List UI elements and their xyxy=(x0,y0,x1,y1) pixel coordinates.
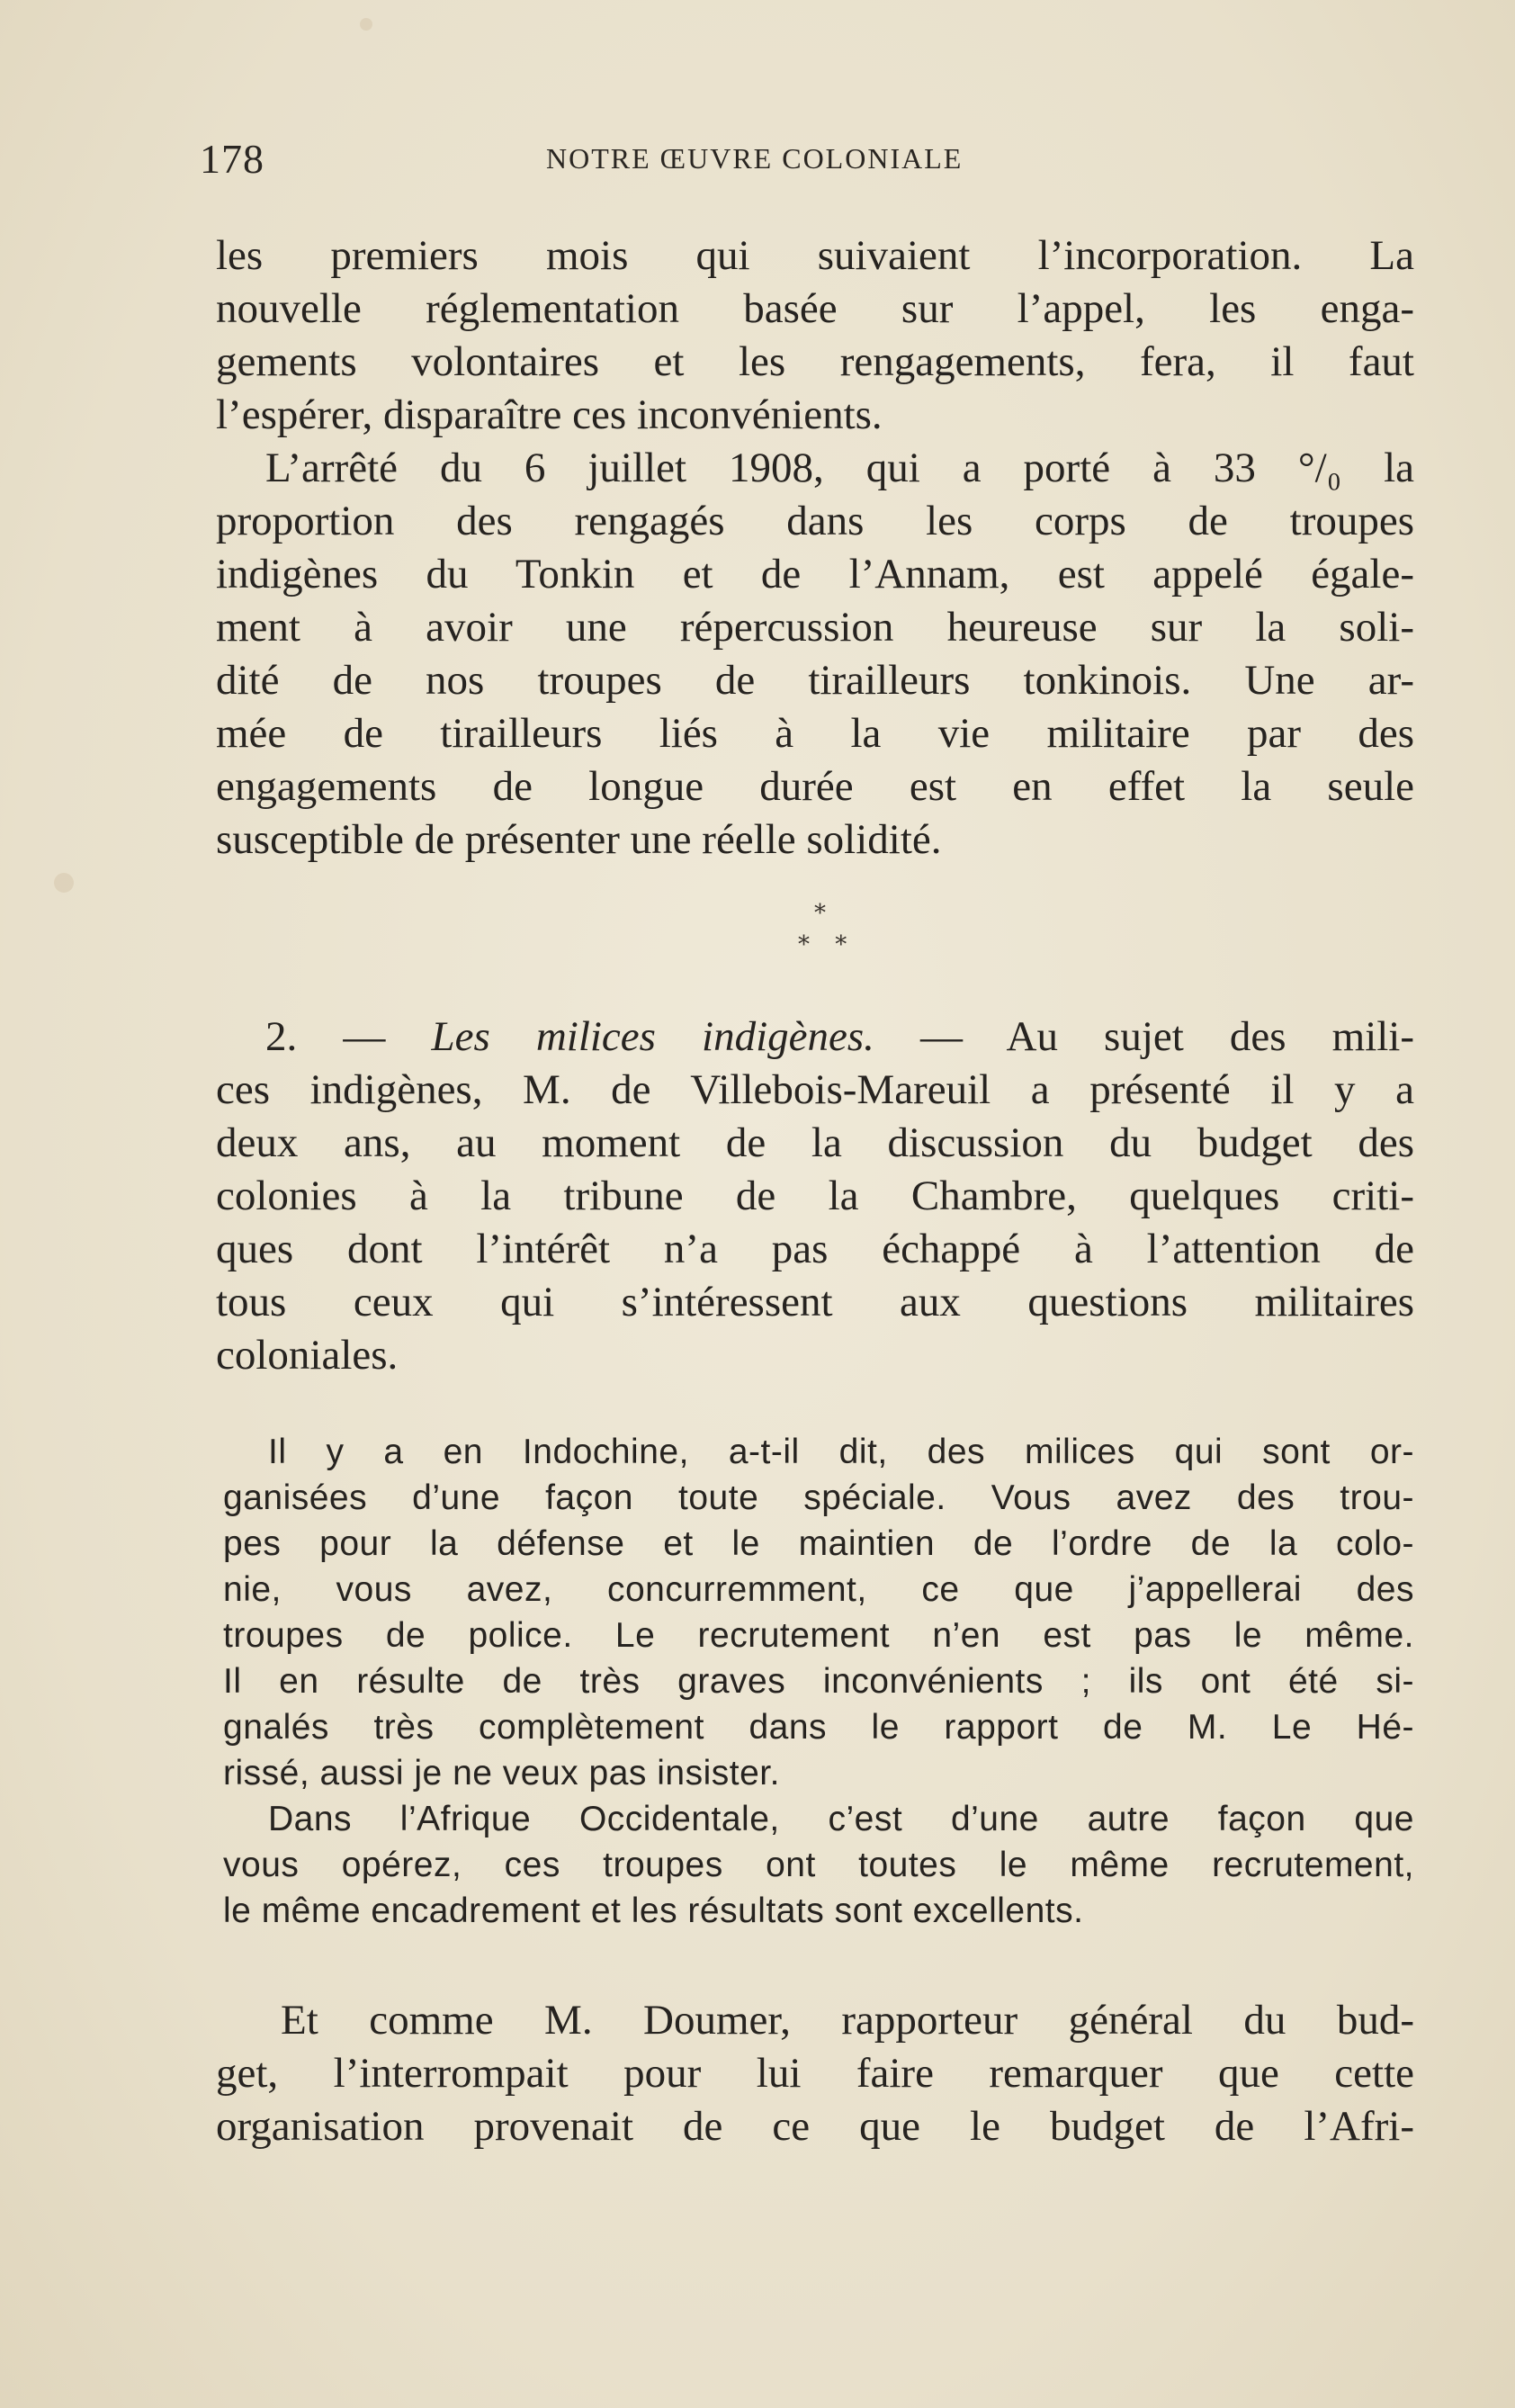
text-line: gements volontaires et les rengagements, fera, il faut xyxy=(216,338,1414,385)
text-line: les premiers mois qui suivaient l’incorporation. La xyxy=(216,232,1414,279)
quote-line: vous opérez, ces troupes ont toutes le même recrutement, xyxy=(223,1846,1414,1884)
text-line: get, l’interrompait pour lui faire remarquer que cette xyxy=(216,2050,1414,2097)
text-line: nouvelle réglementation basée sur l’appel, les enga- xyxy=(216,285,1414,332)
text-line: dité de nos troupes de tirailleurs tonkinois. Une ar- xyxy=(216,657,1414,704)
paper-stain xyxy=(54,873,74,893)
quote-line: Il y a en Indochine, a-t-il dit, des milices qui sont or- xyxy=(268,1433,1414,1471)
text-line: indigènes du Tonkin et de l’Annam, est appelé égale- xyxy=(216,551,1414,598)
text-line: L’arrêté du 6 juillet 1908, qui a porté à 33 °/₀ la xyxy=(265,445,1414,491)
text-line: Et comme M. Doumer, rapporteur général du bud- xyxy=(281,1997,1414,2044)
section-heading-line xyxy=(216,1011,1414,1064)
text-line: l’espérer, disparaître ces inconvénients. xyxy=(216,391,883,438)
running-head xyxy=(200,135,1414,189)
text-line: proportion des rengagés dans les corps de troupes xyxy=(216,498,1414,544)
text-line: ques dont l’intérêt n’a pas échappé à l’attention de xyxy=(216,1226,1414,1272)
section-title: Les milices indigènes. xyxy=(431,1013,874,1060)
text-fragment: — Au sujet des mili- xyxy=(920,1013,1415,1060)
quote-line: Dans l’Afrique Occidentale, c’est d’une autre façon que xyxy=(268,1800,1414,1838)
section-number: 2. — xyxy=(265,1013,386,1060)
text-line: susceptible de présenter une réelle solidité. xyxy=(216,816,942,863)
text-line: organisation provenait de ce que le budget de l’Afri- xyxy=(216,2103,1414,2150)
quote-line: troupes de police. Le recrutement n’en est pas le même. xyxy=(223,1616,1414,1655)
page-number: 178 xyxy=(200,136,264,182)
paragraph-final xyxy=(216,1994,1414,2153)
quote-line: ganisées d’une façon toute spéciale. Vous avez des trou- xyxy=(223,1478,1414,1517)
paper-stain xyxy=(360,18,372,31)
quote-line: nie, vous avez, concurremment, ce que j’appellerai des xyxy=(223,1570,1414,1609)
quote-line: rissé, aussi je ne veux pas insister. xyxy=(223,1754,780,1793)
quote-line: le même encadrement et les résultats sont excellents. xyxy=(223,1891,1084,1930)
quote-line: Il en résulte de très graves inconvénients ; ils ont été si- xyxy=(223,1662,1414,1701)
text-line: colonies à la tribune de la Chambre, quelques criti- xyxy=(216,1173,1414,1219)
asterism-bottom: * * xyxy=(798,931,856,958)
text-line: ment à avoir une répercussion heureuse sur la soli- xyxy=(216,604,1414,651)
quote-line: pes pour la défense et le maintien de l’ordre de la colo- xyxy=(223,1524,1414,1563)
paragraph-2 xyxy=(216,442,1414,867)
text-line: mée de tirailleurs liés à la vie militaire par des xyxy=(216,710,1414,757)
paragraph-1 xyxy=(216,229,1414,442)
text-line: deux ans, au moment de la discussion du budget des xyxy=(216,1119,1414,1166)
text-line: engagements de longue durée est en effet la seule xyxy=(216,763,1414,810)
section-2 xyxy=(216,1011,1414,1382)
text-line: coloniales. xyxy=(216,1332,399,1379)
text-line: ces indigènes, M. de Villebois-Mareuil a présenté il y a xyxy=(216,1066,1414,1113)
quote-line: gnalés très complètement dans le rapport de M. Le Hé- xyxy=(223,1708,1414,1747)
quotation-block xyxy=(223,1429,1414,1934)
text-line: tous ceux qui s’intéressent aux questions militaires xyxy=(216,1279,1414,1325)
asterism-top: * xyxy=(814,900,826,927)
running-title: NOTRE ŒUVRE COLONIALE xyxy=(546,142,964,175)
